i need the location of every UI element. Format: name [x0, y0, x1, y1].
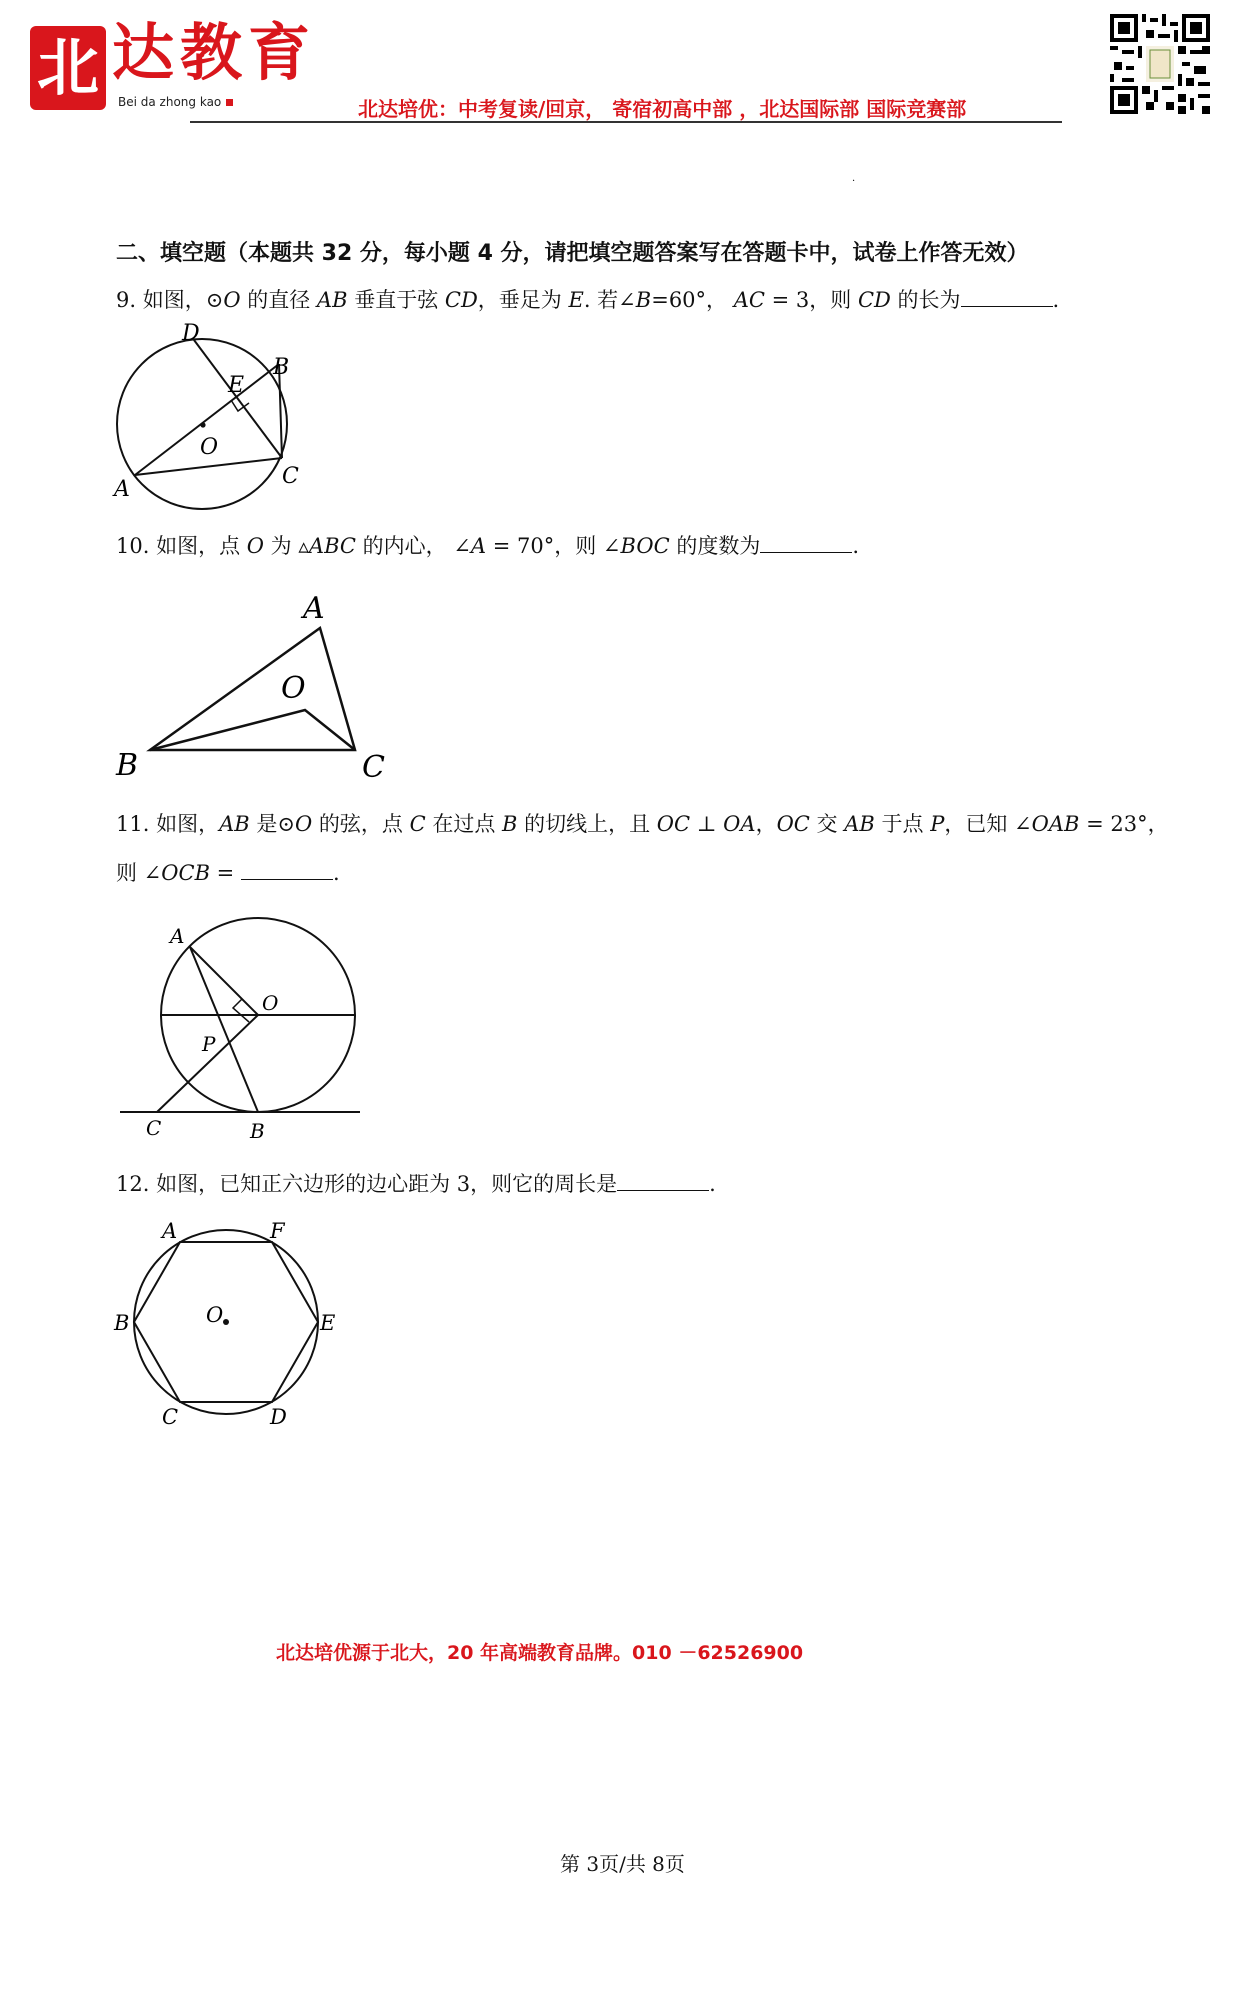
q10-label-a: A [303, 591, 325, 626]
q12-figure [110, 1210, 360, 1430]
q11-oc-perp-oa: OC ⊥ OA [656, 812, 756, 836]
q12-number: 12. [116, 1172, 150, 1196]
footer-slogan: 北达培优源于北大，20 年高端教育品牌。010 －62526900 [276, 1642, 804, 1664]
q11-label-b: B [250, 1119, 265, 1143]
q12-label-b: B [114, 1311, 130, 1335]
q9-label-c: C [282, 464, 299, 489]
logo-text: 达教育 [112, 16, 317, 89]
logo-mark: 北 [30, 26, 106, 110]
q11-l2-a: 则 ∠ [116, 861, 162, 885]
q11-ab2: AB [844, 812, 875, 836]
q11-end: . [332, 861, 340, 885]
q12-label-o: O [206, 1303, 224, 1327]
q9-figure [110, 318, 310, 518]
q11-b: B [502, 812, 518, 836]
q9-center-dot [200, 422, 205, 427]
q12-center-dot [223, 1319, 229, 1325]
header-slogan: 北达培优：中考复读/回京， 寄宿初高中部 ，北达国际部 国际竞赛部 [358, 97, 967, 121]
q11-l1-d: 在过点 [425, 812, 502, 836]
q9-ac: AC [733, 288, 765, 312]
q9-text-a: 如图，⊙ [142, 288, 224, 312]
q9-ab: AB [316, 288, 348, 312]
logo-subtitle-text: Bei da zhong kao [118, 95, 222, 109]
q10-triangle [150, 628, 355, 750]
q11-l1-a: 如图， [156, 812, 220, 836]
q11-o: O [294, 812, 313, 836]
q9-chord-ac [135, 458, 282, 475]
q11-label-a: A [170, 924, 185, 948]
q10-label-b: B [116, 748, 139, 780]
q11-l1-g: 交 [809, 812, 845, 836]
q10-end: . [852, 534, 860, 558]
q11-p: P [930, 812, 945, 836]
q9-cd: CD [444, 288, 478, 312]
q12-label-c: C [162, 1405, 179, 1429]
q12-end: . [709, 1172, 716, 1196]
q11-l1-i: ，已知 ∠ [944, 812, 1032, 836]
q11-chord-ab [190, 947, 258, 1112]
q12-text: 如图，已知正六边形的边心距为 3，则它的周长是 [156, 1172, 618, 1196]
q10-label-o: O [281, 671, 306, 706]
logo-square-icon [226, 99, 233, 106]
q10-figure [110, 580, 400, 780]
q9-e: E [568, 288, 584, 312]
q9-cd2: CD [857, 288, 891, 312]
q11-l1-b: 是⊙ [249, 812, 295, 836]
q11-label-o: O [262, 991, 279, 1015]
q11-label-p: P [202, 1032, 216, 1056]
q12-label-f: F [270, 1219, 285, 1243]
q10-a: A [470, 534, 487, 558]
q10-text-e: 的度数为 [669, 534, 761, 558]
q12-label-d: D [270, 1405, 287, 1429]
q9-number: 9. [116, 288, 137, 312]
q10-label-c: C [362, 750, 385, 780]
logo-subtitle [118, 95, 233, 109]
q9-end: . [1052, 288, 1060, 312]
q9-text-d: ，垂足为 [477, 288, 569, 312]
q10-o: O [246, 534, 264, 558]
q12-label-e: E [320, 1311, 336, 1335]
q10-angle-lines [150, 710, 355, 750]
q9-b: B [635, 288, 652, 312]
q9-text-e: . 若∠ [583, 288, 636, 312]
q10-text-b: 为 ▵ [264, 534, 309, 558]
q11-answer-blank[interactable] [241, 859, 333, 880]
q9-label-d: D [182, 321, 200, 346]
q11-segment-oa [190, 947, 258, 1015]
q10-answer-blank[interactable] [760, 532, 852, 553]
q11-l1-h: 于点 [874, 812, 931, 836]
q11-l1-e: 的切线上，且 [517, 812, 657, 836]
q9-o: O [223, 288, 241, 312]
q11-l1-c: 的弦，点 [312, 812, 410, 836]
q11-l1-f: ， [755, 812, 777, 836]
q11-oab: OAB [1031, 812, 1080, 836]
q9-label-a: A [114, 477, 130, 502]
q11-figure [110, 905, 370, 1145]
qr-code-icon [1110, 14, 1210, 114]
q9-text-b: 的直径 [240, 288, 317, 312]
section-title: 二、填空题（本题共 32 分，每小题 4 分，请把填空题答案写在答题卡中，试卷上作答无效） [116, 241, 1029, 266]
q10-text-c: 的内心， ∠ [355, 534, 471, 558]
question-9 [116, 284, 1059, 314]
q11-l1-j: = 23°， [1079, 812, 1169, 836]
q10-text-a: 如图，点 [156, 534, 247, 558]
q9-text-c: 垂直于弦 [347, 288, 445, 312]
q11-ocb: OCB [161, 861, 210, 885]
q12-answer-blank[interactable] [617, 1170, 709, 1191]
q11-oc: OC [776, 812, 810, 836]
q9-text-g: = 3，则 [764, 288, 858, 312]
q9-label-o: O [200, 435, 219, 460]
q10-number: 10. [116, 534, 150, 558]
question-12 [116, 1168, 716, 1198]
q9-label-e: E [228, 373, 245, 398]
q10-text-d: = 70°，则 ∠ [486, 534, 621, 558]
question-11-line1 [116, 808, 1169, 838]
header-divider [190, 121, 1062, 123]
q11-c: C [409, 812, 426, 836]
q9-text-f: =60°， [651, 288, 734, 312]
question-11-line2 [116, 857, 340, 887]
q10-abc: ABC [308, 534, 356, 558]
q11-l2-b: = [210, 861, 241, 885]
q11-label-c: C [146, 1116, 162, 1140]
q9-text-h: 的长为 [890, 288, 961, 312]
q11-number: 11. [116, 812, 150, 836]
q12-label-a: A [162, 1219, 178, 1243]
q11-ab: AB [219, 812, 250, 836]
stray-dot: · [852, 176, 856, 187]
question-10 [116, 530, 859, 560]
q9-label-b: B [273, 355, 290, 380]
q9-answer-blank[interactable] [961, 286, 1053, 307]
q10-boc: BOC [620, 534, 670, 558]
page-number: 第 3页/共 8页 [560, 1852, 685, 1876]
